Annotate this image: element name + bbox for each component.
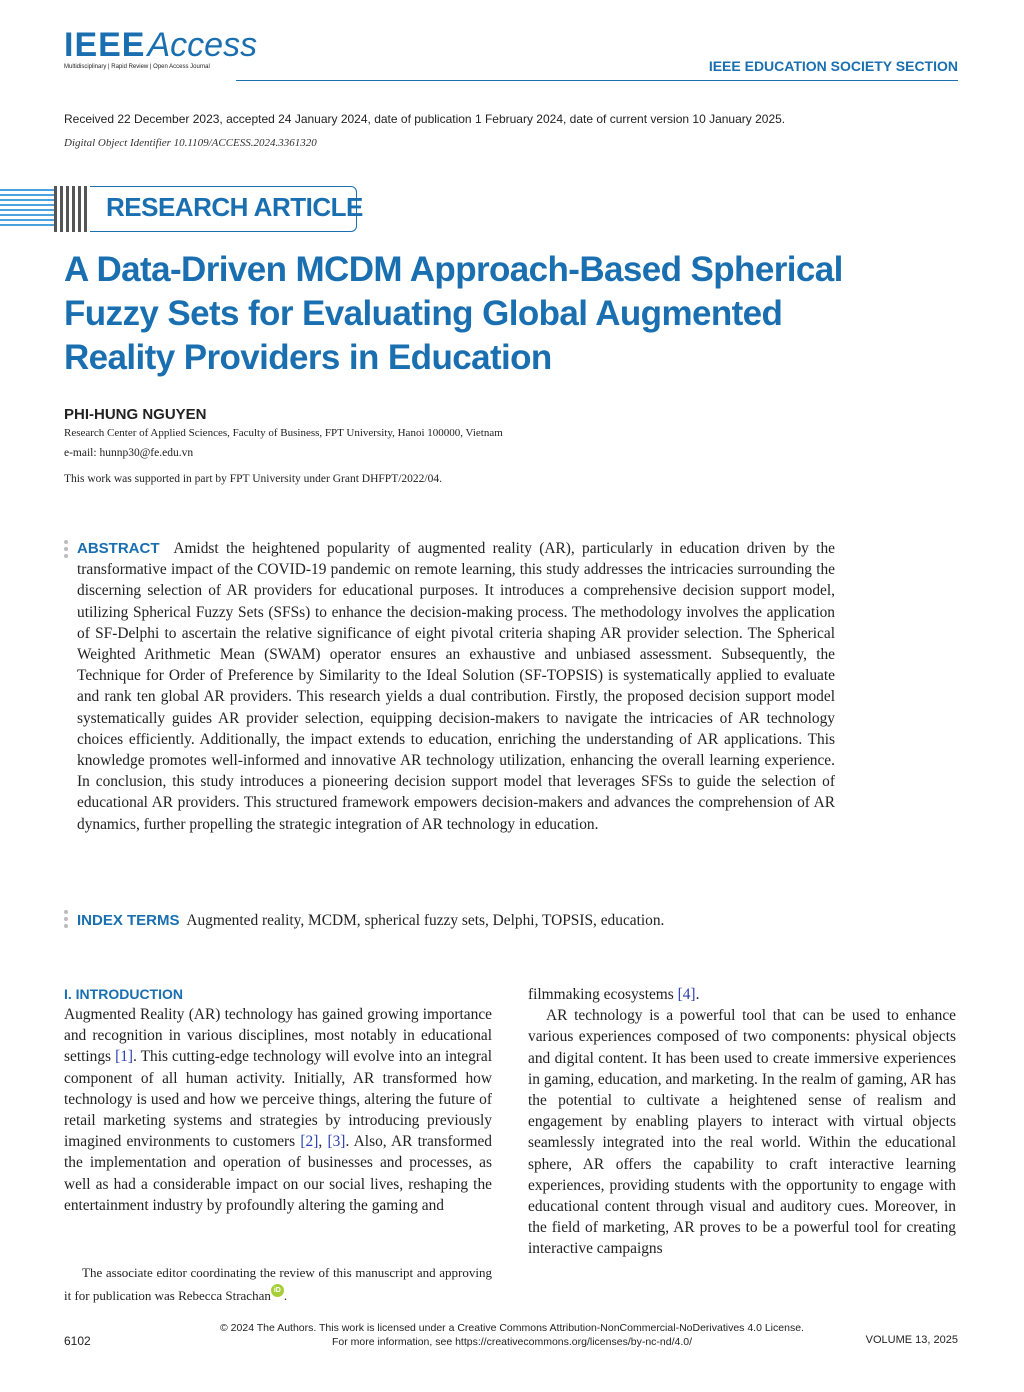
intro-text-c-continued: filmmaking ecosystems (528, 986, 678, 1003)
logo-tagline: Multidisciplinary | Rapid Review | Open Access Journal (64, 64, 210, 70)
intro-paragraph-1 (64, 1004, 492, 1216)
citation-4[interactable]: [4] (677, 986, 696, 1003)
abstract (77, 538, 835, 835)
index-terms-label: INDEX TERMS (77, 912, 180, 929)
license-notice: © 2024 The Authors. This work is licensed under a Creative Commons Attribution-NonCommercial-NoDerivatives 4.0 License. (220, 1322, 804, 1334)
citation-3[interactable]: [3] (327, 1133, 346, 1151)
logo-ieee: IEEE (64, 26, 146, 64)
index-terms (77, 910, 877, 931)
header-rule (236, 80, 958, 81)
intro-text-c: . Also, AR transformed the implementation and operation of businesses and processes, as well as had a considerable impact on our social lives, reshaping the entertainment industry by profoundly altering the gaming and (64, 1133, 492, 1214)
page-number: 6102 (64, 1334, 91, 1348)
intro-heading: I. INTRODUCTION (64, 986, 183, 1002)
citation-2[interactable]: [2] (300, 1133, 319, 1151)
citation-separator: , (318, 1133, 328, 1151)
volume-info: VOLUME 13, 2025 (865, 1334, 958, 1346)
index-terms-text: Augmented reality, MCDM, spherical fuzzy sets, Delphi, TOPSIS, education. (186, 912, 665, 929)
banner-bars (54, 186, 88, 232)
article-title: A Data-Driven MCDM Approach-Based Spherical Fuzzy Sets for Evaluating Global Augmented Reality Providers in Education (64, 250, 843, 377)
intro-text-a: Augmented Reality (AR) technology has gained growing importance and recognition in various disciplines, most notably in educational settings (64, 1006, 492, 1066)
article-type-label: RESEARCH ARTICLE (106, 192, 363, 222)
funding-note: This work was supported in part by FPT University under Grant DHFPT/2022/04. (64, 473, 442, 485)
intro-paragraph-2: AR technology is a powerful tool that can be used to enhance various experiences composed of two components: physical objects and digital content. It has been used to create immersive experiences in gaming, education, and marketing. In the realm of gaming, AR has the potential to cultivate a heightened sense of realism and engagement by enabling players to interact with virtual objects seamlessly integrated into the real world. Within the educational sphere, AR offers the capability to craft interactive learning experiences, providing students with the opportunity to engage with educational content through visual and auditory cues. Moreover, in the field of marketing, AR proves to be a powerful tool for creating interactive campaigns (528, 1007, 956, 1258)
intro-text-d: . (695, 986, 700, 1003)
footnote-end: . (283, 1288, 288, 1303)
logo-access: Access (147, 26, 258, 64)
intro-text-b: . This cutting-edge technology will evolve into an integral component of all human activity. Initially, AR transformed how technology is used and how we perceive things, altering the future of retail marketing systems and strategies by introducing previously imagined environments to customers (64, 1048, 492, 1151)
footnote-text: The associate editor coordinating the review of this manuscript and approving it for publication was Rebecca Strachan (64, 1265, 492, 1303)
orcid-icon[interactable]: iD (271, 1284, 284, 1297)
right-column (528, 984, 956, 1260)
section-label: IEEE EDUCATION SOCIETY SECTION (708, 58, 958, 74)
index-terms-dots (64, 910, 70, 931)
author-affiliation: Research Center of Applied Sciences, Faculty of Business, FPT University, Hanoi 100000, Vietnam (64, 427, 503, 439)
license-link[interactable]: For more information, see https://creativecommons.org/licenses/by-nc-nd/4.0/ (331, 1336, 693, 1348)
abstract-text: Amidst the heightened popularity of augmented reality (AR), particularly in education driven by the transformative impact of the COVID-19 pandemic on remote learning, this study addresses the intricacies surrounding the discerning selection of AR providers for educational purposes. It introduces a comprehensive decision support model, utilizing Spherical Fuzzy Sets (SFSs) to enhance the decision-making process. The methodology involves the application of SF-Delphi to ascertain the relative significance of eight pivotal criteria shaping AR provider selection. The Spherical Weighted Arithmetic Mean (SWAM) operator ensures an exhaustive and unbiased assessment. Subsequently, the Technique for Order of Preference by Similarity to the Ideal Solution (SF-TOPSIS) is systematically applied to evaluate and rank ten global AR providers. This research yields a dual contribution. Firstly, the proposed decision support model systematically guides AR provider selection, equipping decision-makers to navigate the intricacies of AR technology choices efficiently. Additionally, the impact extends to education, enriching the understanding of AR applications. This knowledge promotes well-informed and innovative AR technology utilization, enhancing the overall learning experience. In conclusion, this study introduces a pioneering decision support model that leverages SFSs to guide the selection of educational AR providers. This structured framework empowers decision-makers and advances the comprehension of AR dynamics, further propelling the strategic integration of AR technology in education. (77, 540, 835, 833)
banner-stripes (0, 188, 54, 230)
received-dates: Received 22 December 2023, accepted 24 January 2024, date of publication 1 February 2024, date of current version 10 January 2025. (64, 112, 786, 126)
left-column (64, 984, 492, 1216)
abstract-label: ABSTRACT (77, 540, 160, 557)
doi: Digital Object Identifier 10.1109/ACCESS.2024.3361320 (64, 137, 317, 149)
author-email: e-mail: hunnp30@fe.edu.vn (64, 447, 194, 459)
citation-1[interactable]: [1] (115, 1048, 134, 1066)
intro-paragraph-1-continued (528, 984, 956, 1005)
editor-footnote (64, 1262, 492, 1307)
author-name: PHI-HUNG NGUYEN (64, 406, 207, 423)
abstract-dots (64, 540, 70, 561)
journal-logo (64, 28, 257, 70)
